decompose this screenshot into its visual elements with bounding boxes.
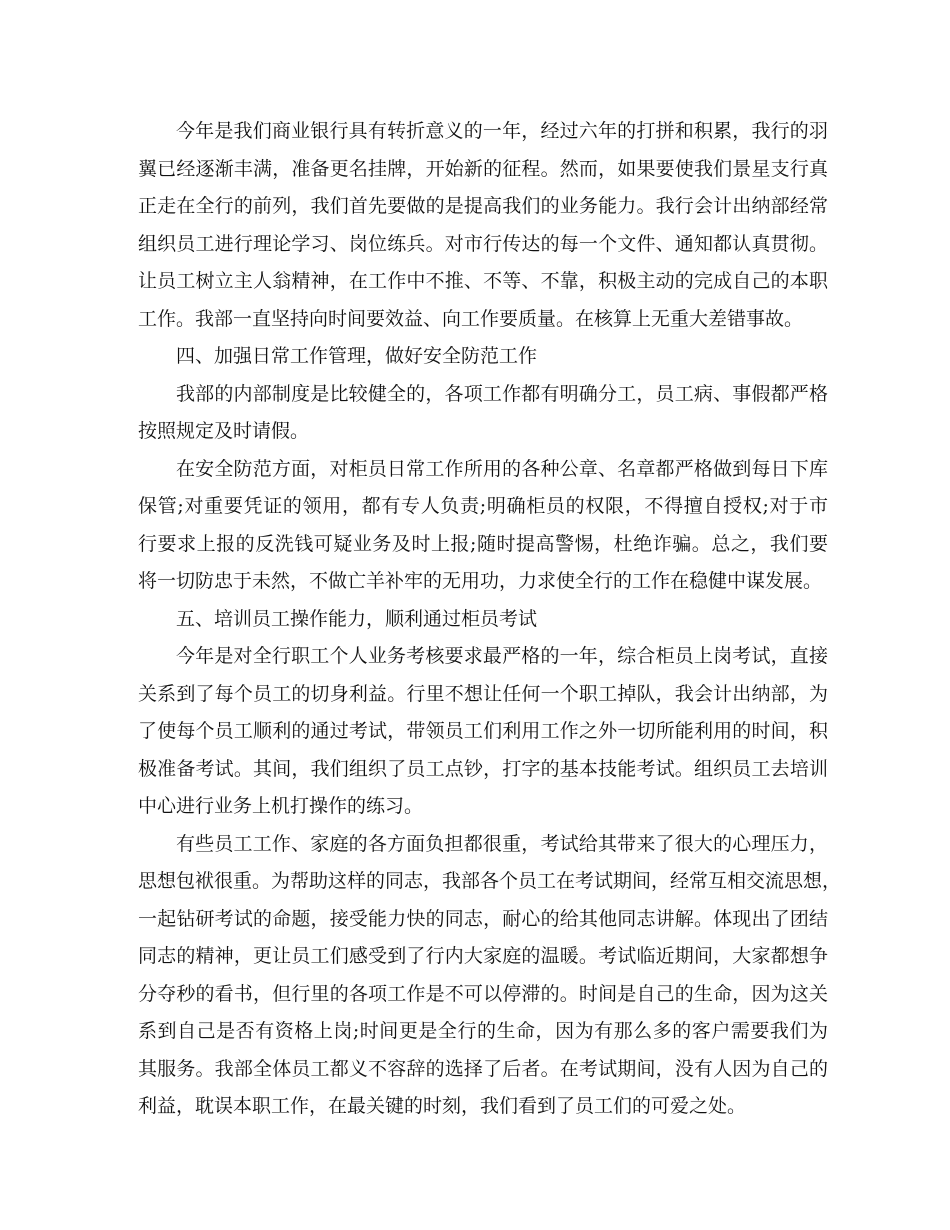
text-line: 工作。我部一直坚持向时间要效益、向工作要质量。在核算上无重大差错事故。: [138, 307, 804, 330]
paragraph: [138, 451, 828, 601]
heading-text: 五、培训员工操作能力，顺利通过柜员考试: [176, 607, 538, 630]
text-line: 中心进行业务上机打操作的练习。: [138, 795, 424, 817]
text-line: 我部的内部制度是比较健全的，各项工作都有明确分工，员工病、事假都严格: [176, 382, 828, 405]
text-line: 一起钻研考试的命题，接受能力快的同志，耐心的给其他同志讲解。体现出了团结: [138, 907, 828, 930]
section-heading: [138, 601, 828, 639]
paragraph: [138, 376, 828, 451]
text-line: 正走在全行的前列，我们首先要做的是提高我们的业务能力。我行会计出纳部经常: [138, 195, 828, 217]
text-line: 按照规定及时请假。: [138, 420, 310, 442]
heading-text: 四、加强日常工作管理，做好安全防范工作: [176, 345, 538, 367]
document-body: [138, 113, 842, 1126]
paragraph: [138, 826, 842, 1126]
text-line: 将一切防忠于未然，不做亡羊补牢的无用功，力求使全行的工作在稳健中谋发展。: [138, 570, 823, 592]
text-line: 分夺秒的看书，但行里的各项工作是不可以停滞的。时间是自己的生命，因为这关: [138, 982, 828, 1005]
text-line: 今年是对全行职工个人业务考核要求最严格的一年，综合柜员上岗考试，直接: [176, 645, 828, 667]
paragraph: [138, 638, 828, 826]
text-line: 组织员工进行理论学习、岗位练兵。对市行传达的每一个文件、通知都认真贯彻。: [138, 232, 828, 255]
text-line: 在安全防范方面，对柜员日常工作所用的各种公章、名章都严格做到每日下库: [176, 457, 828, 480]
text-line: 其服务。我部全体员工都义不容辞的选择了后者。在考试期间，没有人因为自己的: [138, 1057, 828, 1080]
paragraph: [138, 113, 828, 338]
text-line: 让员工树立主人翁精神，在工作中不推、不等、不靠，积极主动的完成自己的本职: [138, 270, 828, 292]
text-line: 了使每个员工顺利的通过考试，带领员工们利用工作之外一切所能利用的时间，积: [138, 720, 828, 742]
text-line: 系到自己是否有资格上岗;时间更是全行的生命，因为有那么多的客户需要我们为: [138, 1020, 828, 1042]
text-line: 翼已经逐渐丰满，准备更名挂牌，开始新的征程。然而，如果要使我们景星支行真: [138, 157, 828, 180]
text-line: 行要求上报的反洗钱可疑业务及时上报;随时提高警惕，杜绝诈骗。总之，我们要: [138, 532, 828, 555]
text-line: 极准备考试。其间，我们组织了员工点钞，打字的基本技能考试。组织员工去培训: [138, 757, 828, 780]
text-line: 关系到了每个员工的切身利益。行里不想让任何一个职工掉队，我会计出纳部，为: [138, 682, 828, 705]
section-heading: [138, 338, 828, 376]
text-line: 思想包袱很重。为帮助这样的同志，我部各个员工在考试期间，经常互相交流思想，: [138, 870, 842, 892]
text-line: 保管;对重要凭证的领用，都有专人负责;明确柜员的权限，不得擅自授权;对于市: [138, 495, 828, 517]
text-line: 今年是我们商业银行具有转折意义的一年，经过六年的打拼和积累，我行的羽: [176, 120, 828, 142]
text-line: 利益，耽误本职工作，在最关键的时刻，我们看到了员工们的可爱之处。: [138, 1095, 747, 1117]
text-line: 同志的精神，更让员工们感受到了行内大家庭的温暖。考试临近期间，大家都想争: [138, 945, 828, 967]
text-line: 有些员工工作、家庭的各方面负担都很重，考试给其带来了很大的心理压力，: [176, 832, 828, 855]
